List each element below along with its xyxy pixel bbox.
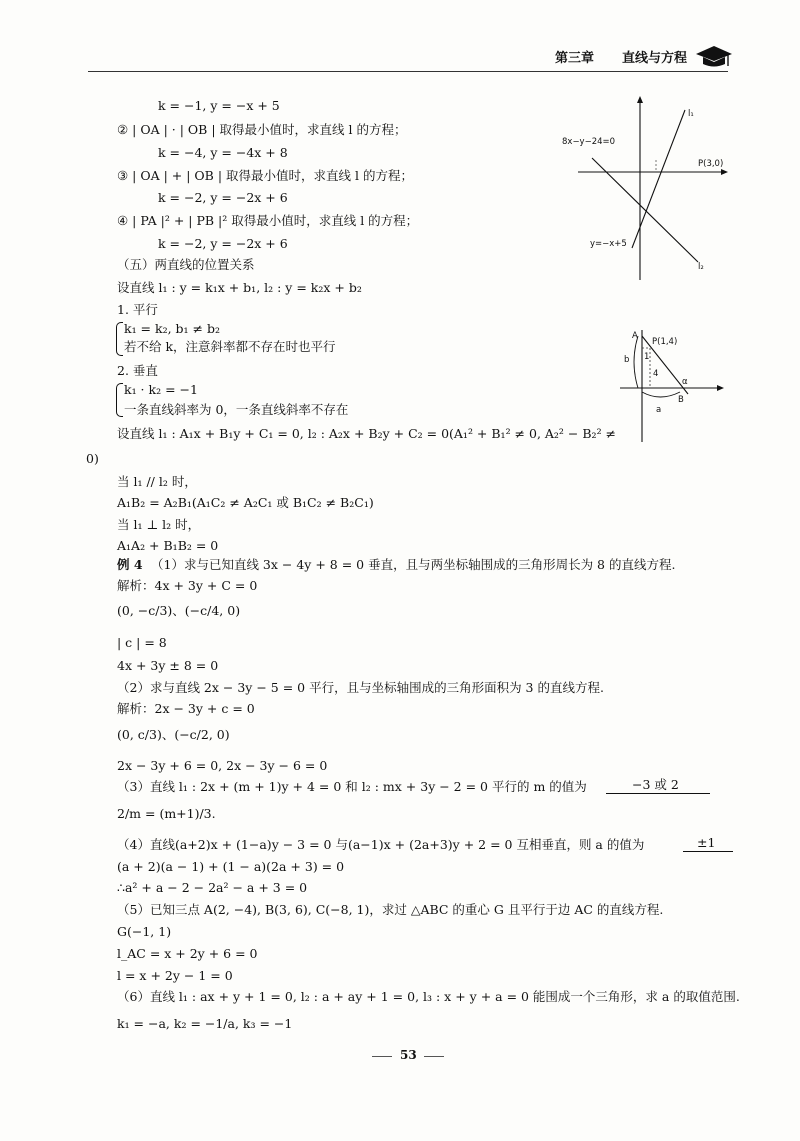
example-label: 例 4 (117, 557, 143, 572)
text-line: 2x − 3y + 6 = 0, 2x − 3y − 6 = 0 (117, 758, 328, 773)
text-line: l = x + 2y − 1 = 0 (117, 968, 233, 983)
answer-blank (683, 851, 733, 852)
text-line: ② | OA | · | OB | 取得最小值时，求直线 l 的方程； (117, 122, 407, 137)
text-line: | c | = 8 (117, 635, 167, 650)
text-line: 解析：2x − 3y + c = 0 (117, 701, 255, 716)
text-line: （4）直线(a+2)x + (1−a)y − 3 = 0 与(a−1)x + (2a+3)y + 2 = 0 互相垂直，则 a 的值为 (117, 837, 645, 852)
text-line: k = −1, y = −x + 5 (158, 98, 280, 113)
text-line: ③ | OA | + | OB | 取得最小值时，求直线 l 的方程； (117, 168, 413, 183)
brace (116, 383, 123, 417)
point-p-label: P(3,0) (698, 159, 724, 169)
a-label: a (656, 405, 662, 415)
graduation-cap-icon (694, 42, 734, 70)
text-line: k = −2, y = −2x + 6 (158, 190, 288, 205)
line-equation-label: 8x−y−24=0 (562, 137, 616, 147)
text-line: 0) (86, 451, 99, 466)
header-rule (88, 71, 728, 72)
text-line: ④ | PA |² + | PB |² 取得最小值时，求直线 l 的方程； (117, 213, 419, 228)
alpha-label: α (682, 377, 688, 387)
l2-label: l₂ (698, 262, 704, 272)
one-label: 1 (644, 352, 650, 362)
text-line: （2）求与直线 2x − 3y − 5 = 0 平行，且与坐标轴围成的三角形面积为 3 的直线方程. (117, 680, 604, 695)
answer-value: ±1 (697, 835, 716, 850)
text-line: A₁B₂ = A₂B₁(A₁C₂ ≠ A₂C₁ 或 B₁C₂ ≠ B₂C₁) (117, 495, 374, 510)
l1-label: l₁ (688, 109, 694, 119)
text-line: ∴a² + a − 2 − 2a² − a + 3 = 0 (117, 880, 308, 895)
brace-a (642, 392, 680, 397)
text-line: 当 l₁ ⊥ l₂ 时， (117, 517, 201, 532)
text-line: 一条直线斜率为 0，一条直线斜率不存在 (124, 402, 349, 417)
text-line: k = −4, y = −4x + 8 (158, 145, 288, 160)
text-line: l_AC = x + 2y + 6 = 0 (117, 946, 258, 961)
text-line: （6）直线 l₁ : ax + y + 1 = 0, l₂ : a + ay + 1 = 0, l₃ : x + y + a = 0 能围成一个三角形，求 a 的取值范围. (117, 989, 740, 1004)
line2-equation-label: y=−x+5 (590, 239, 627, 249)
page-number: 53 (400, 1048, 417, 1062)
figure-triangle-diagram (616, 326, 726, 444)
text-line: G(−1, 1) (117, 924, 172, 939)
text-line: (0, c/3)、(−c/2, 0) (117, 727, 230, 742)
x-axis-arrow (721, 169, 728, 175)
text-line: 4x + 3y ± 8 = 0 (117, 658, 219, 673)
point-b-label: B (678, 395, 684, 405)
point-a-label: A (632, 331, 638, 341)
text-line: 设直线 l₁ : A₁x + B₁y + C₁ = 0, l₂ : A₂x + B₂y + C₂ = 0(A₁² + B₁² ≠ 0, A₂² − B₂² ≠ (117, 426, 617, 441)
point-p-label: P(1,4) (652, 337, 678, 347)
subheading: 1. 平行 (117, 302, 158, 317)
text-line: （3）直线 l₁ : 2x + (m + 1)y + 4 = 0 和 l₂ : mx + 3y − 2 = 0 平行的 m 的值为 (117, 779, 587, 794)
text-line: k₁ = k₂, b₁ ≠ b₂ (124, 321, 220, 336)
text-line: k₁ · k₂ = −1 (124, 382, 198, 397)
four-label: 4 (653, 369, 659, 379)
text-line: k = −2, y = −2x + 6 (158, 236, 288, 251)
chapter-label: 第三章 (555, 51, 595, 66)
text-line: 2/m = (m+1)/3. (117, 806, 216, 821)
text-line: (a + 2)(a − 1) + (1 − a)(2a + 3) = 0 (117, 859, 345, 874)
text-line: 当 l₁ // l₂ 时， (117, 474, 197, 489)
figure-lines-diagram (560, 96, 730, 282)
text-line: (0, −c/3)、(−c/4, 0) (117, 603, 241, 618)
chapter-title: 直线与方程 (622, 51, 688, 66)
text-line: k₁ = −a, k₂ = −1/a, k₃ = −1 (117, 1016, 293, 1031)
text-line: 设直线 l₁ : y = k₁x + b₁, l₂ : y = k₂x + b₂ (117, 280, 362, 295)
x-axis-arrow (717, 385, 724, 391)
brace (116, 322, 123, 356)
brace-b (634, 336, 638, 388)
text-line: A₁A₂ + B₁B₂ = 0 (117, 538, 219, 553)
text-line: （5）已知三点 A(2, −4), B(3, 6), C(−8, 1)，求过 △ABC 的重心 G 且平行于边 AC 的直线方程. (117, 902, 664, 917)
y-axis-arrow (637, 96, 643, 103)
section-heading: （五）两直线的位置关系 (117, 257, 255, 272)
text-line: 若不给 k，注意斜率都不存在时也平行 (124, 339, 336, 354)
footer-dash-left (372, 1056, 392, 1057)
text-line: 解析：4x + 3y + C = 0 (117, 578, 258, 593)
subheading: 2. 垂直 (117, 363, 158, 378)
footer-dash-right (424, 1056, 444, 1057)
answer-blank (606, 793, 710, 794)
answer-value: −3 或 2 (632, 777, 679, 792)
text-line: （1）求与已知直线 3x − 4y + 8 = 0 垂直，且与两坐标轴围成的三角形周长为 8 的直线方程. (151, 557, 676, 572)
b-label: b (624, 355, 630, 365)
